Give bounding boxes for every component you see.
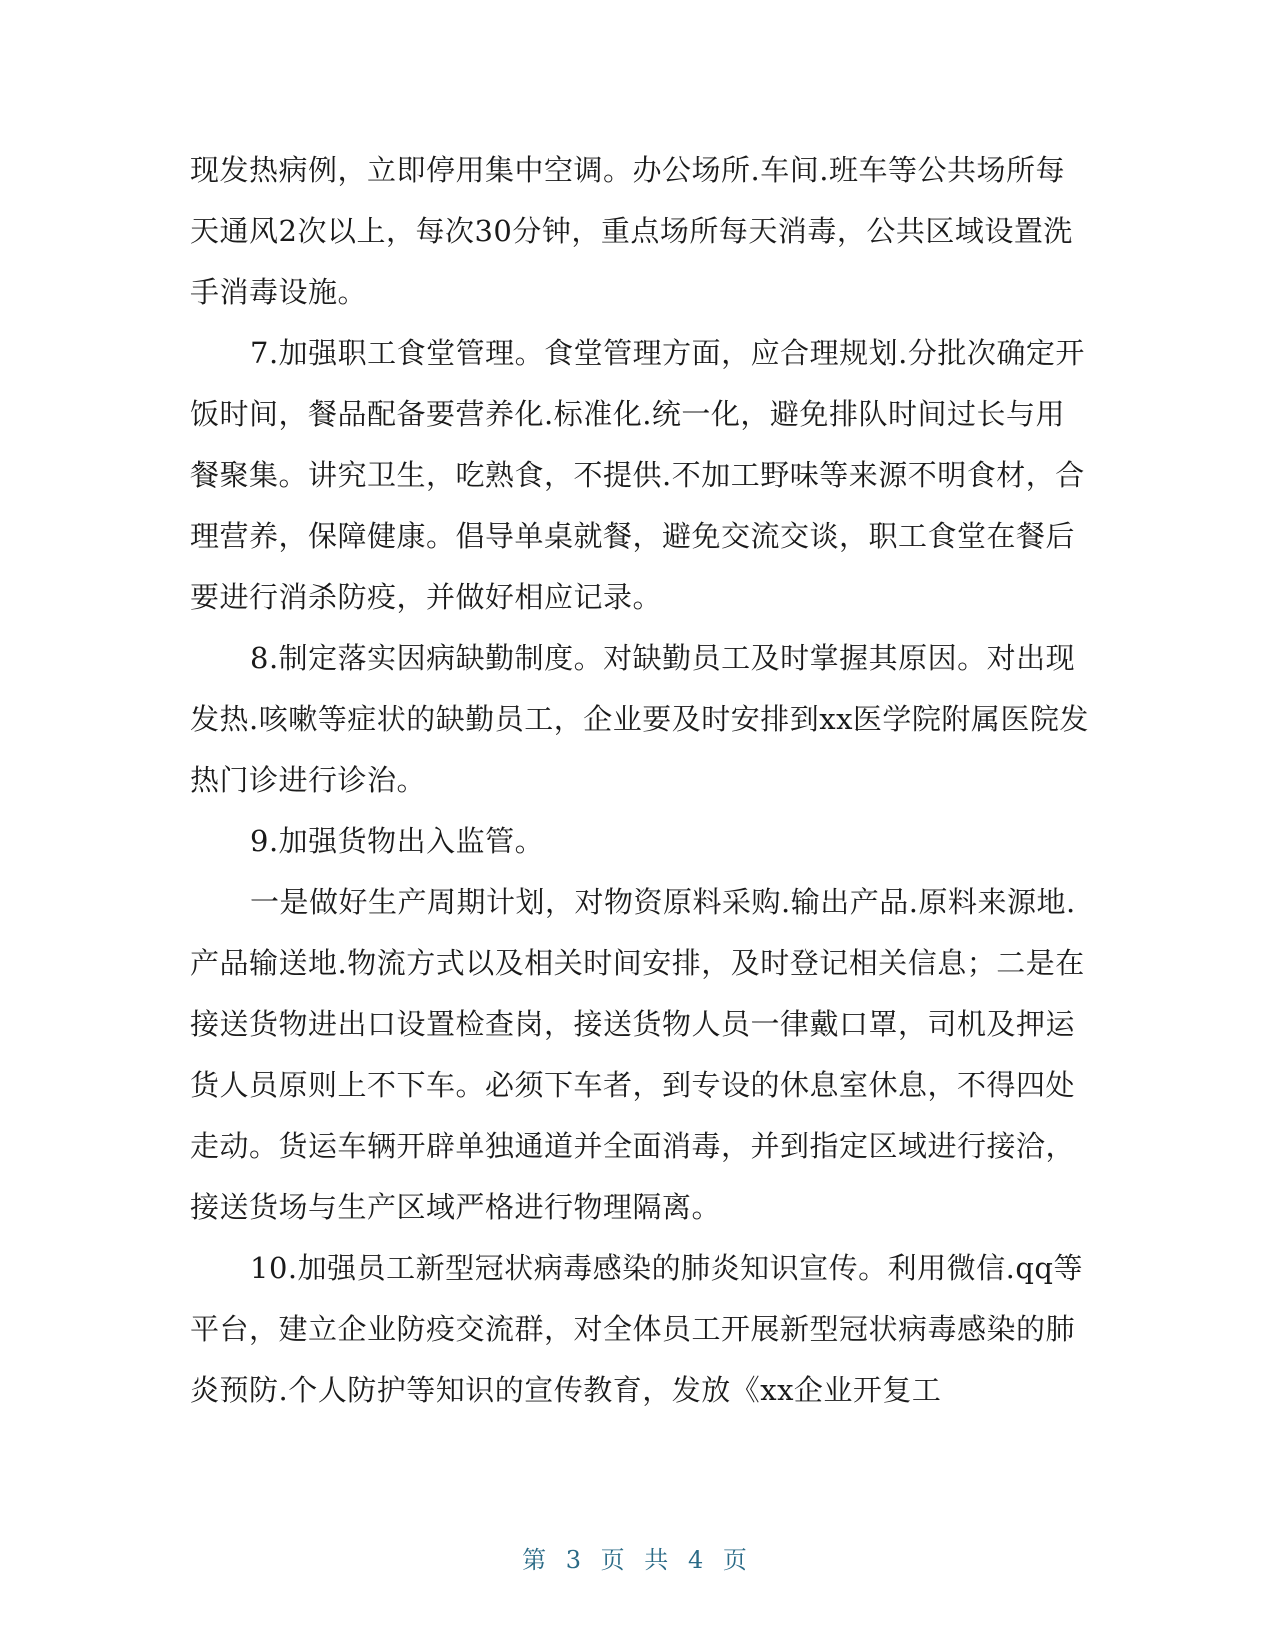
paragraph-continuation: 现发热病例，立即停用集中空调。办公场所.车间.班车等公共场所每天通风2次以上，每次30分钟，重点场所每天消毒，公共区域设置洗手消毒设施。 bbox=[190, 153, 1073, 309]
paragraph-item-7: 7.加强职工食堂管理。食堂管理方面，应合理规划.分批次确定开饭时间，餐品配备要营养化.标准化.统一化，避免排队时间过长与用餐聚集。讲究卫生，吃熟食，不提供.不加工野味等来源不明食材，合理营养，保障健康。倡导单桌就餐，避免交流交谈，职工食堂在餐后要进行消杀防疫，并做好相应记录。 bbox=[190, 336, 1085, 614]
paragraph-item-9-detail: 一是做好生产周期计划，对物资原料采购.输出产品.原料来源地.产品输送地.物流方式以及相关时间安排，及时登记相关信息；二是在接送货物进出口设置检查岗，接送货物人员一律戴口罩，司机及押运货人员原则上不下车。必须下车者，到专设的休息室休息，不得四处走动。货运车辆开辟单独通道并全面消毒，并到指定区域进行接洽，接送货场与生产区域严格进行物理隔离。 bbox=[190, 885, 1085, 1224]
paragraph-item-10: 10.加强员工新型冠状病毒感染的肺炎知识宣传。利用微信.qq等平台，建立企业防疫交流群，对全体员工开展新型冠状病毒感染的肺炎预防.个人防护等知识的宣传教育，发放《xx企业开复工 bbox=[190, 1251, 1083, 1407]
paragraph-item-8: 8.制定落实因病缺勤制度。对缺勤员工及时掌握其原因。对出现发热.咳嗽等症状的缺勤员工，企业要及时安排到xx医学院附属医院发热门诊进行诊治。 bbox=[190, 641, 1089, 797]
paragraph-item-9: 9.加强货物出入监管。 bbox=[250, 824, 545, 858]
page-number-footer: 第 3 页 共 4 页 bbox=[522, 1546, 753, 1574]
document-body bbox=[190, 140, 1090, 1421]
